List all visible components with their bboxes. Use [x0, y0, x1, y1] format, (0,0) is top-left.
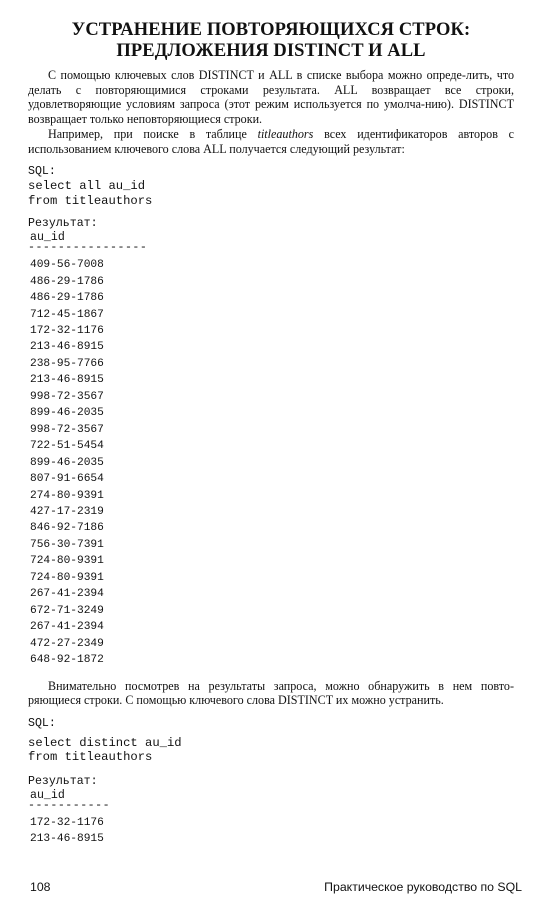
result-row: 238-95-7766: [30, 357, 104, 370]
result-row: 724-80-9391: [30, 571, 104, 584]
section-heading: [28, 20, 514, 62]
table-name: titleauthors: [257, 126, 314, 141]
result-row: 409-56-7008: [30, 259, 104, 272]
result-row: 213-46-8915: [30, 374, 104, 387]
result-row: 998-72-3567: [30, 423, 104, 436]
result-row: 267-41-2394: [30, 588, 104, 601]
code-line: from titleauthors: [28, 750, 153, 765]
sql-label: SQL:: [28, 716, 56, 730]
result-row: 712-45-1867: [30, 308, 104, 321]
result-row: 672-71-3249: [30, 604, 104, 617]
result-row: 846-92-7186: [30, 522, 104, 535]
result-row: 427-17-2319: [30, 506, 104, 519]
book-title: Практическое руководство по SQL: [324, 880, 522, 894]
result-row: 648-92-1872: [30, 654, 104, 667]
text-after-table-name: всех идентификаторов авторов с использованием ключевого слова ALL получается следующий результат:: [28, 126, 514, 156]
intro-paragraph: С помощью ключевых слов DISTINCT и ALL в списке выбора можно опреде-лить, что делать с повторяющимися строками результата. ALL возвращает все строки, удовлетворяющие условиям запроса (этот режим используется по умолча-нию). DISTINCT возвращает только неповторяющиеся строки.: [28, 68, 514, 127]
result-row: 807-91-6654: [30, 473, 104, 486]
result-row: 213-46-8915: [30, 833, 104, 846]
result-row: 724-80-9391: [30, 555, 104, 568]
column-header: au_id: [30, 231, 65, 245]
result-row: 486-29-1786: [30, 292, 104, 305]
code-line: select distinct au_id: [28, 735, 182, 750]
example-all: [28, 165, 514, 668]
column-divider: -----------: [28, 798, 111, 812]
result-rows: [28, 257, 514, 668]
result-row: 722-51-5454: [30, 440, 104, 453]
result-row: 899-46-2035: [30, 407, 104, 420]
page-number: 108: [30, 880, 51, 894]
text-before-table-name: Например, при поиске в таблице: [48, 126, 258, 141]
result-row: 274-80-9391: [30, 489, 104, 502]
result-row: 486-29-1786: [30, 275, 104, 288]
result-row: 172-32-1176: [30, 816, 104, 829]
example-distinct: [28, 717, 514, 848]
column-header: au_id: [30, 788, 65, 802]
heading-line-1: УСТРАНЕНИЕ ПОВТОРЯЮЩИХСЯ СТРОК:: [71, 20, 471, 40]
sql-label: SQL:: [28, 165, 56, 179]
column-divider: ----------------: [28, 241, 148, 255]
code-line: from titleauthors: [28, 193, 153, 208]
page: [28, 20, 514, 848]
result-row: 213-46-8915: [30, 341, 104, 354]
result-label: Результат:: [28, 774, 98, 788]
result-row: 172-32-1176: [30, 325, 104, 338]
result-row: 267-41-2394: [30, 621, 104, 634]
result-row: 899-46-2035: [30, 456, 104, 469]
result-row: 472-27-2349: [30, 637, 104, 650]
example-intro-paragraph: [28, 127, 514, 156]
observation-paragraph: Внимательно посмотрев на результаты запроса, можно обнаружить в нем повто-ряющиеся строки. С помощью ключевого слова DISTINCT их можно устранить.: [28, 678, 514, 708]
heading-line-2: ПРЕДЛОЖЕНИЯ DISTINCT И ALL: [116, 41, 426, 61]
result-row: 998-72-3567: [30, 390, 104, 403]
code-line: select all au_id: [28, 179, 146, 194]
result-row: 756-30-7391: [30, 538, 104, 551]
result-rows: [28, 815, 514, 848]
result-label: Результат:: [28, 217, 98, 231]
